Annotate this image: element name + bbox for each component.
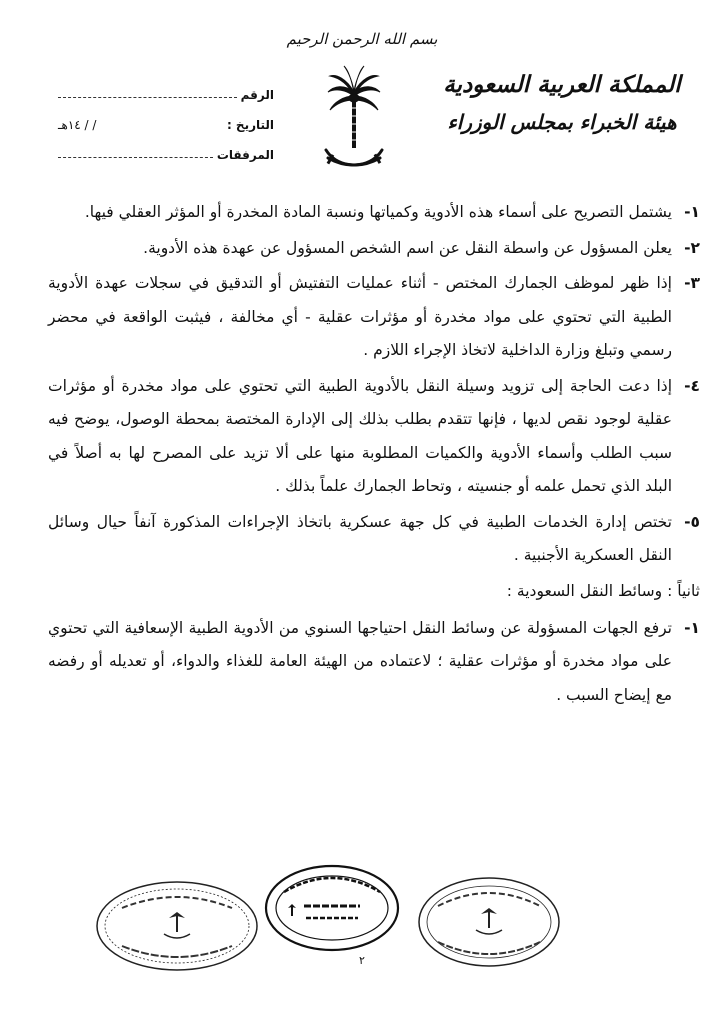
item-text: ترفع الجهات المسؤولة عن وسائط النقل احتياجها السنوي من الأدوية الطبية الإسعافية التي تحتوي على مواد مخدرة أو مؤثرات عقلية ؛ لاعتماده من الهيئة العامة للغذاء والدواء، أو تعديله أو رفضه مع إيضاح السبب . bbox=[48, 618, 672, 704]
reference-block bbox=[58, 72, 274, 162]
government-title bbox=[442, 70, 682, 136]
list-item bbox=[48, 232, 700, 266]
list-item bbox=[48, 612, 700, 713]
item-number: ٥- bbox=[684, 512, 700, 531]
date-row bbox=[58, 102, 274, 132]
attachments-row bbox=[58, 132, 274, 162]
authority-name: هيئة الخبراء بمجلس الوزراء bbox=[447, 110, 677, 134]
item-number: ٣- bbox=[684, 274, 700, 292]
reference-number-field bbox=[58, 96, 237, 98]
item-number: ٢- bbox=[684, 238, 700, 257]
authority-stamp bbox=[92, 876, 262, 976]
item-number: ١- bbox=[684, 203, 700, 221]
date-label: التاريخ : bbox=[226, 118, 274, 132]
page-number: ٢ bbox=[359, 954, 365, 967]
item-text: يعلن المسؤول عن واسطة النقل عن اسم الشخص المسؤول عن عهدة هذه الأدوية. bbox=[143, 238, 672, 257]
certified-copy-stamp bbox=[262, 858, 402, 958]
reference-number-row bbox=[58, 72, 274, 102]
document-body bbox=[48, 196, 700, 712]
reference-label: الرقم bbox=[240, 88, 274, 102]
item-number: ١- bbox=[684, 618, 700, 637]
item-text: إذا دعت الحاجة إلى تزويد وسيلة النقل بالأدوية الطبية التي تحتوي على مواد مخدرة أو مؤثرات عقلية لوجود نقص لديها ، فإنها تتقدم بطلب بذلك إلى الإدارة المختصة بمحطة الوصول، يوضح فيه سبب الطلب وأسماء الأدوية والكميات المطلوبة منها على ألا تزيد على المصرح لها به أصلاً في البلد الذي تحمل علمه أو جنسيته ، وتحاط الجمارك علماً بذلك . bbox=[48, 376, 672, 495]
kingdom-name: المملكة العربية السعودية bbox=[443, 71, 681, 98]
palm-swords-emblem-icon bbox=[322, 58, 386, 178]
list-item bbox=[48, 506, 700, 573]
basmala: بسم الله الرحمن الرحيم bbox=[286, 30, 438, 48]
list-item bbox=[48, 267, 700, 368]
attachments-field bbox=[58, 156, 213, 158]
date-format: / / ١٤هـ bbox=[58, 118, 97, 132]
list-item bbox=[48, 196, 700, 230]
item-text: إذا ظهر لموظف الجمارك المختص - أثناء عمليات التفتيش أو التدقيق في سجلات عهدة الأدوية الطبية التي تحتوي على مواد مخدرة أو مؤثرات عقلية - أي مخالفة ، فيثبت الواقعة في محضر رسمي وتبلغ وزارة الداخلية لاتخاذ الإجراء اللازم . bbox=[48, 274, 672, 359]
item-number: ٤- bbox=[684, 376, 700, 395]
general-secretariat-stamp bbox=[414, 872, 564, 972]
item-text: تختص إدارة الخدمات الطبية في كل جهة عسكرية باتخاذ الإجراءات المذكورة آنفاً حيال وسائل النقل العسكرية الأجنبية . bbox=[48, 512, 672, 564]
list-item bbox=[48, 370, 700, 504]
section-heading: ثانياً : وسائط النقل السعودية : bbox=[506, 581, 700, 600]
attachments-label: المرفقات bbox=[216, 148, 274, 162]
item-text: يشتمل التصريح على أسماء هذه الأدوية وكمياتها ونسبة المادة المخدرة أو المؤثر العقلي فيها. bbox=[84, 203, 672, 221]
